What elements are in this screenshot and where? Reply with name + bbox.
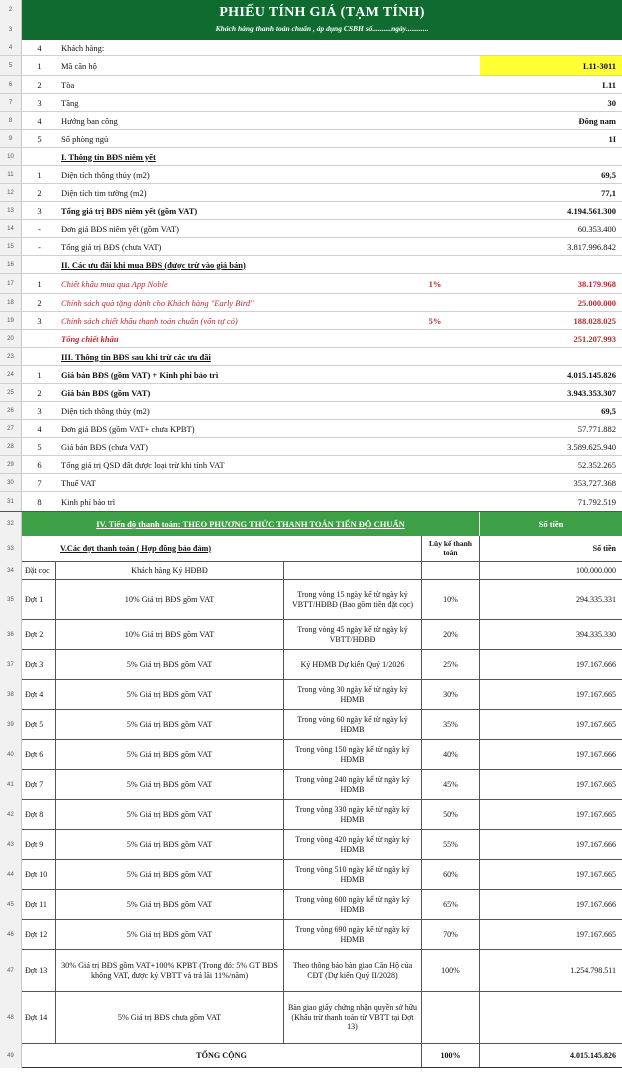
row-number: 28 [0, 438, 22, 455]
schedule-row: 36 Đợt 2 10% Giá trị BĐS gồm VAT Trong vòng 45 ngày kể từ ngày ký VBTT/HĐBĐ 20% 394.335.330 [0, 620, 622, 650]
customer-row [0, 40, 622, 56]
row-number: 24 [0, 366, 22, 383]
row-number: 7 [0, 94, 22, 111]
schedule-row: 43 Đợt 9 5% Giá trị BĐS gồm VAT Trong vòng 420 ngày kể từ ngày ký HĐMB 55% 197.167.666 [0, 830, 622, 860]
page-title: PHIẾU TÍNH GIÁ (TẠM TÍNH) [219, 5, 425, 20]
schedule-row: 35 Đợt 1 10% Giá trị BĐS gồm VAT Trong vòng 15 ngày kể từ ngày ký VBTT/HĐBĐ (Bao gồm tiền đặt cọc) 10% 294.335.331 [0, 580, 622, 620]
row-number: 33 [0, 536, 22, 562]
row-number: 43 [0, 830, 22, 860]
row-index: 4 [37, 42, 42, 53]
data-row: 30 7 Thuế VAT 353.727.368 [0, 474, 622, 492]
row-number: 3 [8, 27, 13, 33]
schedule-header [22, 512, 622, 536]
data-row: 26 3 Diện tích thông thủy (m2) 69,5 [0, 402, 622, 420]
row-number: 38 [0, 680, 22, 710]
row-number: 36 [0, 620, 22, 650]
row-number: 14 [0, 220, 22, 237]
row-number: 47 [0, 950, 22, 992]
row-number: 41 [0, 770, 22, 800]
row-number: 11 [0, 166, 22, 183]
row-number: 2 [8, 7, 13, 13]
row-number: 12 [0, 184, 22, 201]
row-number: 44 [0, 860, 22, 890]
row-number: 29 [0, 456, 22, 473]
schedule-row: 39 Đợt 5 5% Giá trị BĐS gồm VAT Trong vòng 60 ngày kể từ ngày ký HĐMB 35% 197.167.665 [0, 710, 622, 740]
schedule-row: 42 Đợt 8 5% Giá trị BĐS gồm VAT Trong vòng 330 ngày kể từ ngày ký HĐMB 50% 197.167.665 [0, 800, 622, 830]
schedule-total-row [0, 1044, 622, 1068]
row-number: 23 [0, 348, 22, 365]
schedule-row: 45 Đợt 11 5% Giá trị BĐS gồm VAT Trong vòng 600 ngày kể từ ngày ký HĐMB 65% 197.167.666 [0, 890, 622, 920]
data-row: 12 2 Diện tích tim tường (m2) 77,1 [0, 184, 622, 202]
info-row: 9 5 Số phòng ngủ 1I [0, 130, 622, 148]
data-row: 25 2 Giá bán BĐS (gồm VAT) 3.943.353.307 [0, 384, 622, 402]
row-number: 31 [0, 492, 22, 511]
row-number: 26 [0, 402, 22, 419]
row-number: 42 [0, 800, 22, 830]
schedule-row: 46 Đợt 12 5% Giá trị BĐS gồm VAT Trong vòng 690 ngày kể từ ngày ký HĐMB 70% 197.167.665 [0, 920, 622, 950]
discount-row: 19 3 Chính sách chiết khấu thanh toán chuẩn (vốn tự có) 5% 188.028.025 [0, 312, 622, 330]
data-row: 14 - Đơn giá BĐS niêm yết (gồm VAT) 60.353.400 [0, 220, 622, 238]
data-row: 15 - Tổng giá trị BĐS (chưa VAT) 3.817.996.842 [0, 238, 622, 256]
schedule-row: 41 Đợt 7 5% Giá trị BĐS gồm VAT Trong vòng 240 ngày kể từ ngày ký HĐMB 45% 197.167.665 [0, 770, 622, 800]
section-heading [0, 148, 622, 166]
row-number: 35 [0, 580, 22, 620]
row-number: 18 [0, 294, 22, 311]
row-number: 20 [0, 330, 22, 347]
row-number: 13 [0, 202, 22, 219]
row-number: 4 [0, 40, 22, 55]
row-number: 25 [0, 384, 22, 401]
schedule-row: 38 Đợt 4 5% Giá trị BĐS gồm VAT Trong vòng 30 ngày kể từ ngày ký HĐMB 30% 197.167.665 [0, 680, 622, 710]
discount-row: 17 1 Chiết khấu mua qua App Noble 1% 38.179.968 [0, 274, 622, 294]
schedule-row: 37 Đợt 3 5% Giá trị BĐS gồm VAT Ký HĐMB Dự kiến Quý 1/2026 25% 197.167.666 [0, 650, 622, 680]
row-number: 39 [0, 710, 22, 740]
row-number: 16 [0, 256, 22, 273]
section-heading [0, 348, 622, 366]
row-number: 10 [0, 148, 22, 165]
discount-row: 18 2 Chính sách quà tặng dành cho Khách hàng "Early Bird" 25.000.000 [0, 294, 622, 312]
row-number: 8 [0, 112, 22, 129]
total-amount: 4.015.145.826 [570, 1051, 616, 1060]
row-number: 40 [0, 740, 22, 770]
row-number: 15 [0, 238, 22, 255]
schedule-subheader: 33 V.Các đợt thanh toán ( Hợp đồng bảo đảm) Lũy kế thanh toán Số tiền [0, 536, 622, 562]
data-row: 13 3 Tổng giá trị BĐS niêm yết (gồm VAT) 4.194.561.300 [0, 202, 622, 220]
row-number: 19 [0, 312, 22, 329]
info-row: 6 2 Tòa L11 [0, 76, 622, 94]
section-title: I. Thông tin BĐS niêm yết [61, 151, 156, 162]
schedule-row: 40 Đợt 6 5% Giá trị BĐS gồm VAT Trong vòng 150 ngày kể từ ngày ký HĐMB 40% 197.167.666 [0, 740, 622, 770]
section-title: III. Thông tin BĐS sau khi trừ các ưu đãi [61, 351, 211, 362]
row-number: 32 [0, 512, 22, 536]
total-percent: 100% [422, 1044, 480, 1067]
schedule-title: IV. Tiến độ thanh toán: THEO PHƯƠNG THỨC THANH TOÁN TIẾN ĐỘ CHUẨN [22, 512, 480, 536]
discount-total-row: 20 Tổng chiết khấu 251.207.993 [0, 330, 622, 348]
row-number: 6 [0, 76, 22, 93]
row-number: 34 [0, 562, 22, 580]
amount-header: Số tiền [538, 519, 564, 529]
row-number: 27 [0, 420, 22, 437]
schedule-row: 44 Đợt 10 5% Giá trị BĐS gồm VAT Trong vòng 510 ngày kể từ ngày ký HĐMB 60% 197.167.665 [0, 860, 622, 890]
row-number: 46 [0, 920, 22, 950]
schedule-row: 34 Đặt cọc Khách hàng Ký HĐBĐ 100.000.000 [0, 562, 622, 580]
row-number: 37 [0, 650, 22, 680]
data-row: 29 6 Tổng giá trị QSD đất được loại trừ khi tính VAT 52.352.265 [0, 456, 622, 474]
total-label: TỔNG CỘNG [22, 1044, 422, 1067]
section-title: II. Các ưu đãi khi mua BĐS (được trừ vào giá bán) [61, 259, 246, 270]
data-row: 11 1 Diện tích thông thủy (m2) 69,5 [0, 166, 622, 184]
data-row: 31 8 Kinh phí bảo trì 71.792.519 [0, 492, 622, 512]
info-row: 8 4 Hướng ban công Đông nam [0, 112, 622, 130]
data-row: 24 1 Giá bán BĐS (gồm VAT) + Kinh phí bảo trì 4.015.145.826 [0, 366, 622, 384]
title-bar [22, 0, 622, 40]
schedule-row: 47 Đợt 13 30% Giá trị BĐS gồm VAT+100% KPBT (Trong đó: 5% GT BĐS không VAT, được ký VBTT và trả lãi 11%/năm) Theo thông báo bàn giao Căn Hộ của CĐT (Dự kiến Quý II/2028) 100% 1.254.798.511 [0, 950, 622, 992]
row-number: 30 [0, 474, 22, 491]
info-row: 5 1 Mã căn hộ L11-3011 [0, 56, 622, 76]
info-row: 7 3 Tầng 30 [0, 94, 622, 112]
section-heading [0, 256, 622, 274]
schedule-row: 48 Đợt 14 5% Giá trị BĐS chưa gồm VAT Bàn giao giấy chứng nhận quyền sở hữu (Khấu trừ thanh toán từ VBTT tại Đợt 13) [0, 992, 622, 1044]
row-number: 49 [0, 1044, 22, 1068]
customer-label: Khách hàng: [61, 42, 105, 53]
data-row: 28 5 Giá bán BĐS (chưa VAT) 3.589.625.940 [0, 438, 622, 456]
row-number: 45 [0, 890, 22, 920]
row-number: 5 [0, 56, 22, 75]
data-row: 27 4 Đơn giá BĐS (gồm VAT+ chưa KPBT) 57.771.882 [0, 420, 622, 438]
apartment-code: L11-3011 [480, 56, 622, 75]
row-number: 48 [0, 992, 22, 1044]
row-number: 17 [0, 274, 22, 293]
row-number: 9 [0, 130, 22, 147]
page-subtitle: Khách hàng thanh toán chuẩn , áp dụng CSBH số..........ngày............ [215, 24, 429, 33]
